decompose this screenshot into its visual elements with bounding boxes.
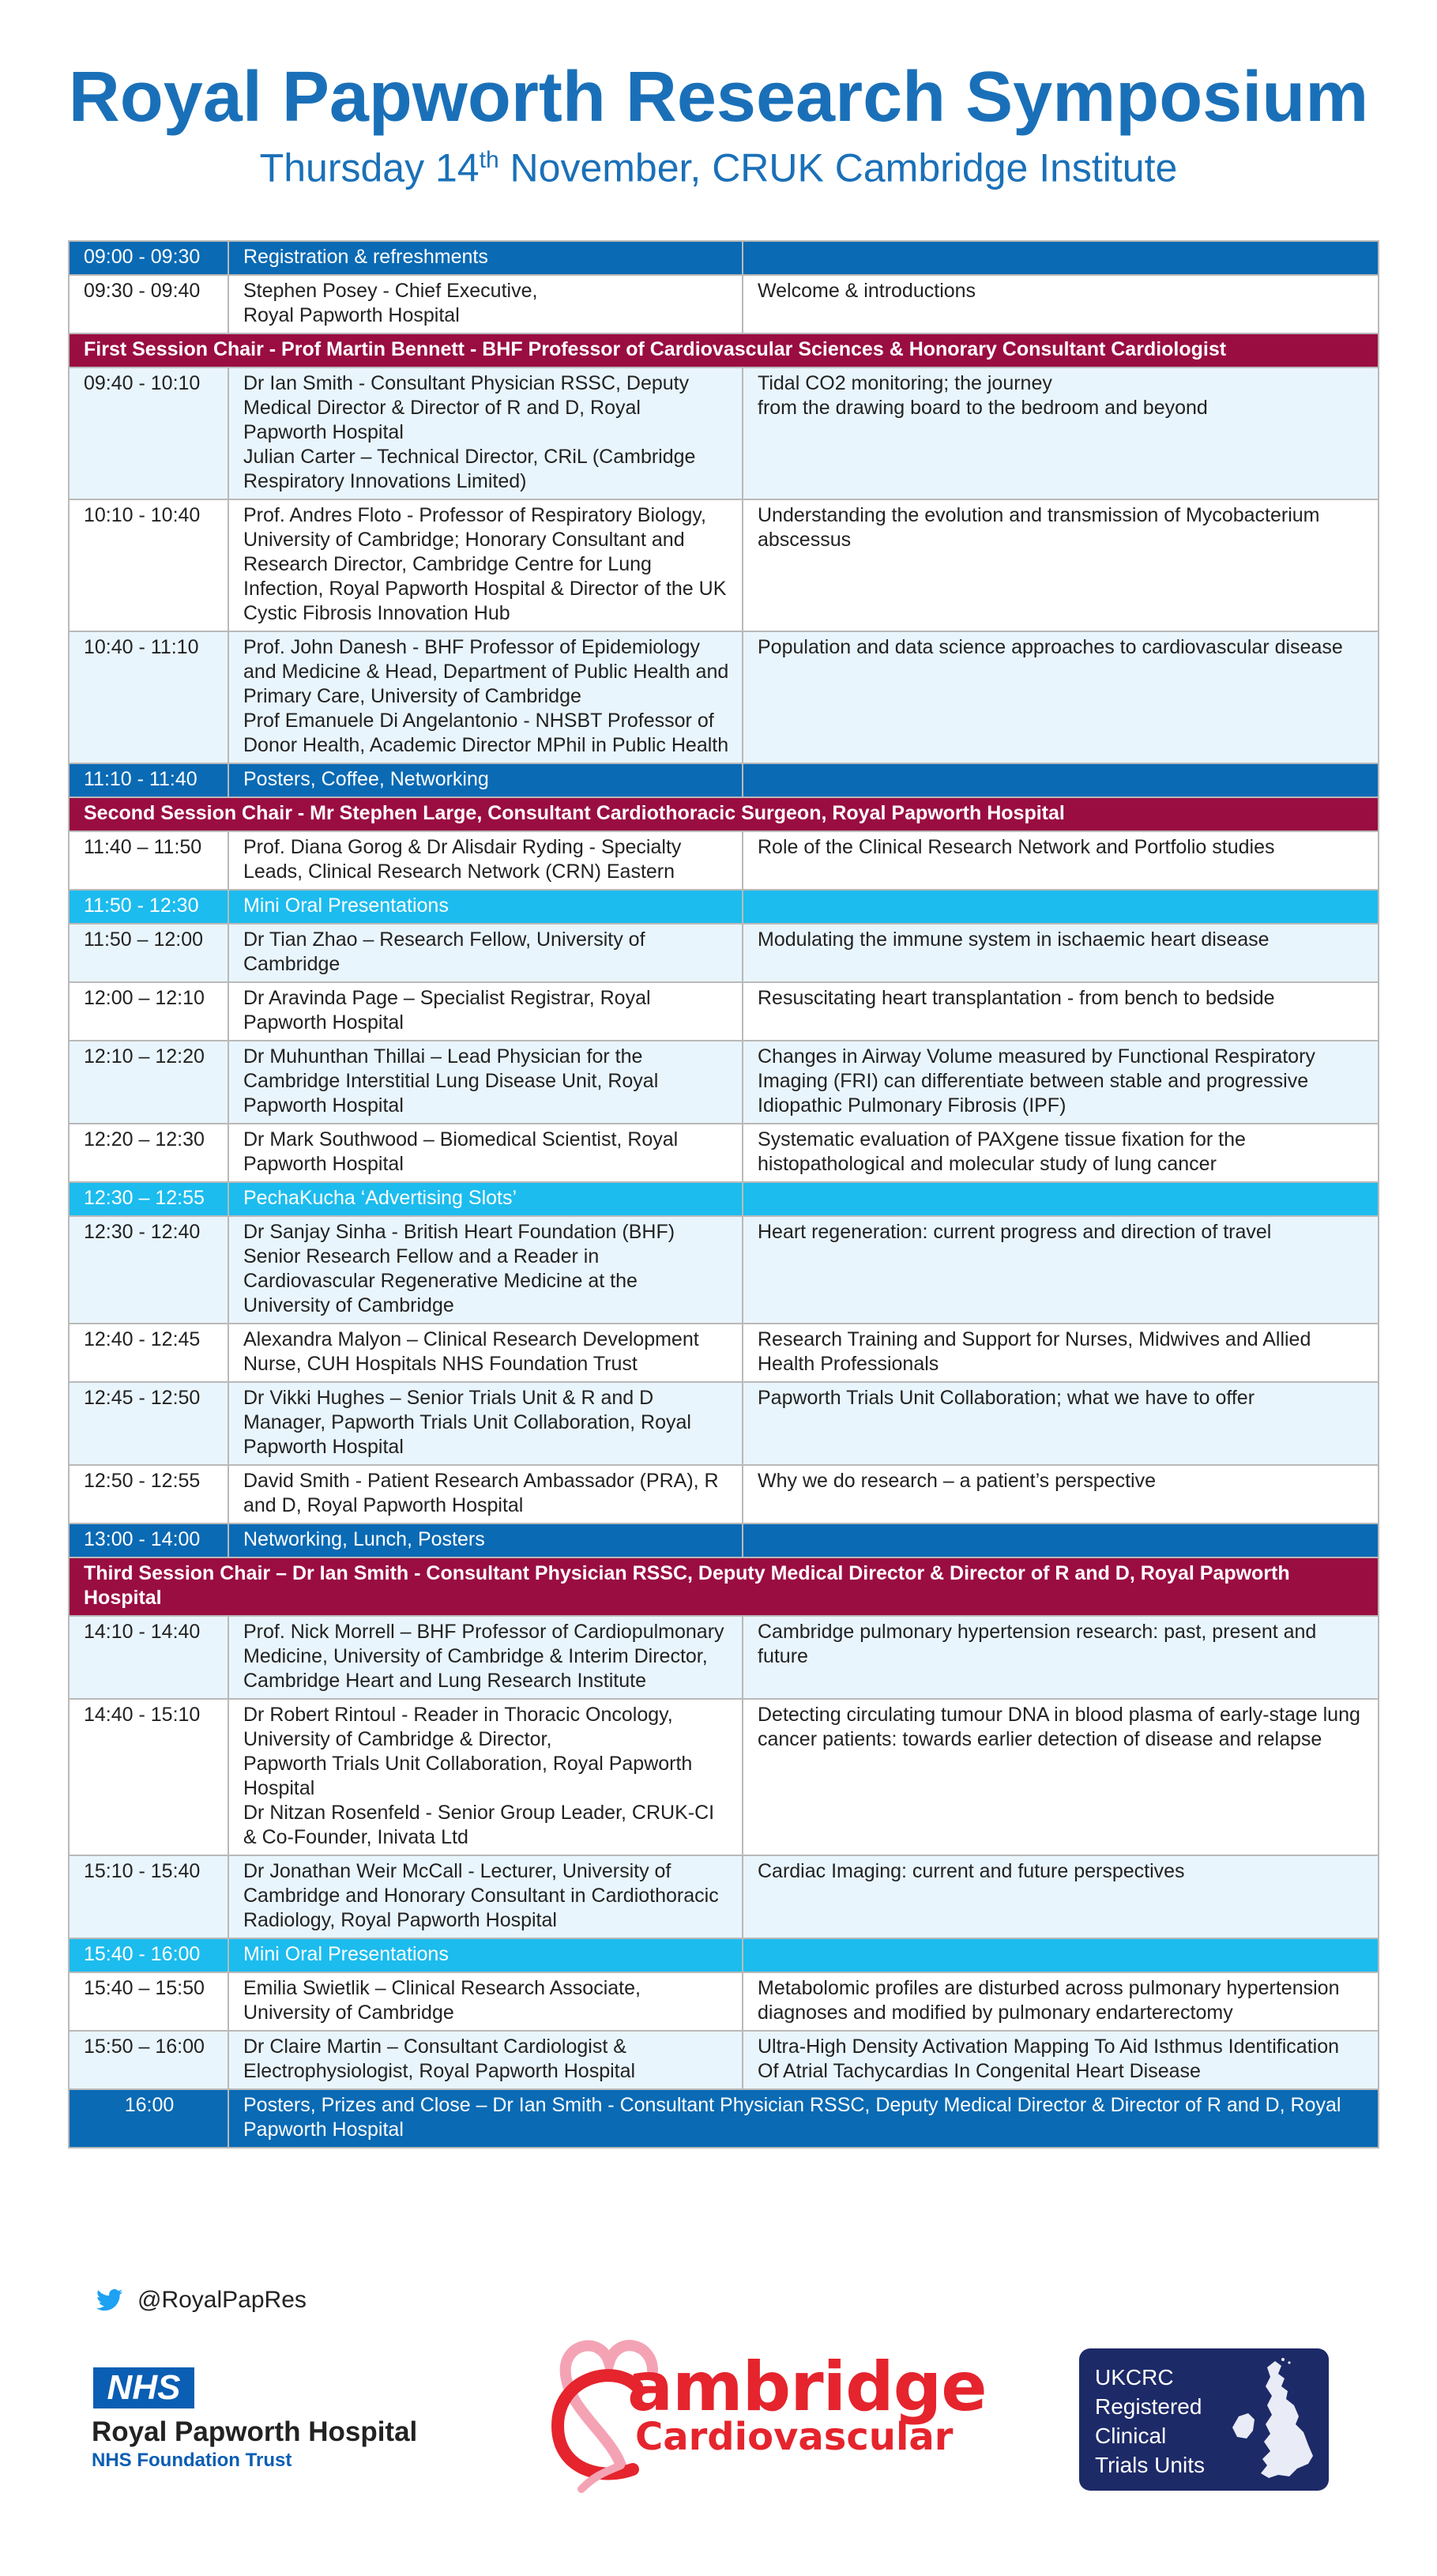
speaker-line: Mini Oral Presentations [243,894,449,917]
schedule-row [69,1972,1379,2031]
topic-cell [743,890,1379,924]
speaker-cell [228,1616,743,1699]
ukcrc-text [1095,2363,1205,2480]
subtitle-ordinal: th [479,147,499,173]
session-chair-text: First Session Chair - Prof Martin Bennett - BHF Professor of Cardiovascular Sciences & Honorary Consultant Cardiologist [69,333,1379,367]
time-cell: 15:40 – 15:50 [69,1972,228,2031]
speaker-cell [228,890,743,924]
schedule-row [69,763,1379,797]
topic-cell [743,367,1379,499]
topic-cell [743,2031,1379,2089]
topic-cell [743,1699,1379,1855]
speaker-line: Dr Sanjay Sinha - British Heart Foundation (BHF) Senior Research Fellow and a Reader in Cardiovascular Regenerative Medicine at the University of Cambridge [243,1221,675,1316]
topic-cell [743,1041,1379,1124]
topic-cell [743,1523,1379,1557]
ukcrc-line: Registered [1095,2394,1202,2419]
twitter-bird-icon [96,2289,123,2311]
topic-cell [743,1972,1379,2031]
speaker-cell [228,499,743,631]
speaker-cell [228,1855,743,1938]
session-chair-row [69,797,1379,831]
twitter-handle-text: @RoyalPapRes [137,2287,307,2313]
speaker-line: Dr Jonathan Weir McCall - Lecturer, University of Cambridge and Honorary Consultant in Cardiothoracic Radiology, Royal Papworth Hospital [243,1860,719,1931]
session-chair-text: Third Session Chair – Dr Ian Smith - Consultant Physician RSSC, Deputy Medical Director & Director of R and D, Royal Papworth Hospital [69,1557,1379,1616]
speaker-cell [228,1324,743,1382]
speaker-line: Dr Vikki Hughes – Senior Trials Unit & R and D Manager, Papworth Trials Unit Collaboration, Royal Papworth Hospital [243,1387,691,1458]
topic-cell [743,1124,1379,1182]
speaker-line: Emilia Swietlik – Clinical Research Associate, University of Cambridge [243,1977,641,2024]
speaker-line: Mini Oral Presentations [243,1943,449,1965]
topic-line: Metabolomic profiles are disturbed across pulmonary hypertension diagnoses and modified by pulmonary endarterectomy [758,1977,1340,2024]
speaker-cell [228,763,743,797]
time-cell: 11:50 – 12:00 [69,924,228,982]
speaker-line: Dr Robert Rintoul - Reader in Thoracic Oncology, University of Cambridge & Director, [243,1704,673,1750]
time-cell: 14:40 - 15:10 [69,1699,228,1855]
time-cell: 13:00 - 14:00 [69,1523,228,1557]
topic-line: Heart regeneration: current progress and direction of travel [758,1221,1272,1243]
schedule-row [69,1124,1379,1182]
speaker-cell [228,1699,743,1855]
schedule-row [69,1382,1379,1465]
speaker-cell [228,1182,743,1216]
topic-line: Ultra-High Density Activation Mapping To Aid Isthmus Identification Of Atrial Tachycardias In Congenital Heart Disease [758,2036,1340,2082]
topic-line: Cardiac Imaging: current and future perspectives [758,1860,1185,1882]
schedule-row [69,924,1379,982]
speaker-line: Julian Carter – Technical Director, CRiL (Cambridge Respiratory Innovations Limited) [243,446,696,492]
schedule-row [69,1938,1379,1972]
nhs-trust-name: NHS Foundation Trust [92,2450,292,2471]
time-cell: 11:50 - 12:30 [69,890,228,924]
speaker-cell [228,1216,743,1324]
speaker-line: Dr Muhunthan Thillai – Lead Physician for the Cambridge Interstitial Lung Disease Unit, Royal Papworth Hospital [243,1045,659,1117]
topic-cell [743,275,1379,333]
schedule-row [69,2089,1379,2148]
page-title: Royal Papworth Research Symposium [68,58,1369,137]
speaker-cell [228,982,743,1041]
speaker-line: Alexandra Malyon – Clinical Research Development Nurse, CUH Hospitals NHS Foundation Trust [243,1328,699,1375]
topic-line: Welcome & introductions [758,280,976,302]
time-cell: 11:40 – 11:50 [69,831,228,890]
schedule-row [69,982,1379,1041]
ukcrc-line: UKCRC [1095,2365,1174,2390]
topic-cell [743,982,1379,1041]
speaker-cell [228,1523,743,1557]
schedule-row [69,1855,1379,1938]
topic-cell [743,1855,1379,1938]
speaker-line: Prof. Andres Floto - Professor of Respiratory Biology, University of Cambridge; Honorary Consultant and Research Director, Cambridge Centre for Lung Infection, Royal Papworth Hospital & Director of the UK Cystic Fibrosis Innovation Hub [243,504,727,624]
time-cell: 12:45 - 12:50 [69,1382,228,1465]
schedule-row [69,890,1379,924]
schedule-table [68,240,1379,2149]
speaker-line: Royal Papworth Hospital [243,304,460,326]
time-cell: 12:30 – 12:55 [69,1182,228,1216]
speaker-cell [228,924,743,982]
topic-cell [743,831,1379,890]
speaker-line: PechaKucha ‘Advertising Slots’ [243,1187,517,1209]
ukcrc-line: Trials Units [1095,2453,1205,2477]
time-cell: 09:00 - 09:30 [69,241,228,275]
speaker-cell [228,241,743,275]
speaker-line: Dr Nitzan Rosenfeld - Senior Group Leader, CRUK-CI & Co-Founder, Inivata Ltd [243,1802,715,1848]
schedule-row [69,1465,1379,1523]
speaker-line: Networking, Lunch, Posters [243,1528,485,1550]
time-cell: 12:10 – 12:20 [69,1041,228,1124]
schedule-row [69,1182,1379,1216]
topic-cell [743,924,1379,982]
speaker-line: Prof. John Danesh - BHF Professor of Epidemiology and Medicine & Head, Department of Public Health and Primary Care, University of Cambridge [243,636,729,707]
schedule-row [69,1216,1379,1324]
topic-line: Modulating the immune system in ischaemic heart disease [758,928,1270,951]
time-cell: 12:20 – 12:30 [69,1124,228,1182]
topic-line: Role of the Clinical Research Network and Portfolio studies [758,836,1275,858]
ukcrc-logo [1079,2348,1329,2491]
topic-line: Resuscitating heart transplantation - from bench to bedside [758,987,1275,1009]
topic-line: Why we do research – a patient’s perspective [758,1470,1156,1492]
time-cell: 12:00 – 12:10 [69,982,228,1041]
session-chair-row [69,1557,1379,1616]
time-cell: 15:40 - 16:00 [69,1938,228,1972]
speaker-line: Dr Mark Southwood – Biomedical Scientist, Royal Papworth Hospital [243,1128,679,1175]
subtitle-venue: November, CRUK Cambridge Institute [498,145,1178,190]
schedule-row [69,831,1379,890]
page-subtitle [0,133,1437,196]
speaker-cell [228,275,743,333]
nhs-hospital-name: Royal Papworth Hospital [92,2416,418,2447]
speaker-line: David Smith - Patient Research Ambassador (PRA), R and D, Royal Papworth Hospital [243,1470,719,1516]
topic-line: Papworth Trials Unit Collaboration; what we have to offer [758,1387,1255,1409]
schedule-row [69,1041,1379,1124]
nhs-badge: NHS [93,2367,194,2408]
topic-line: Population and data science approaches to cardiovascular disease [758,636,1343,658]
topic-cell [743,631,1379,763]
speaker-line: Prof Emanuele Di Angelantonio - NHSBT Professor of Donor Health, Academic Director MPhil in Public Health [243,710,729,756]
time-cell: 11:10 - 11:40 [69,763,228,797]
topic-cell [743,1182,1379,1216]
speaker-line: Registration & refreshments [243,246,488,268]
schedule-row [69,1616,1379,1699]
schedule-row [69,1699,1379,1855]
speaker-line: Prof. Nick Morrell – BHF Professor of Cardiopulmonary Medicine, University of Cambridge & Interim Director, Cambridge Heart and Lung Research Institute [243,1621,724,1692]
topic-line: Tidal CO2 monitoring; the journey [758,372,1052,394]
topic-cell [743,1616,1379,1699]
topic-line: Detecting circulating tumour DNA in blood plasma of early-stage lung cancer patients: towards earlier detection of disease and relapse [758,1704,1360,1750]
schedule-row [69,367,1379,499]
speaker-line: Stephen Posey - Chief Executive, [243,280,538,302]
topic-line: Understanding the evolution and transmission of Mycobacterium abscessus [758,504,1320,551]
topic-cell [743,241,1379,275]
topic-line: Changes in Airway Volume measured by Functional Respiratory Imaging (FRI) can differentiate between stable and progressive Idiopathic Pulmonary Fibrosis (IPF) [758,1045,1315,1117]
speaker-line: Posters, Coffee, Networking [243,768,489,790]
schedule-row [69,1324,1379,1382]
speaker-cell [228,367,743,499]
speaker-cell [228,2031,743,2089]
speaker-cell [228,1972,743,2031]
cardiovascular-word: Cardiovascular [635,2415,954,2459]
schedule-row [69,631,1379,763]
schedule-row [69,499,1379,631]
topic-cell [743,1216,1379,1324]
twitter-handle[interactable] [96,2280,307,2320]
topic-cell [743,763,1379,797]
speaker-line: Prof. Diana Gorog & Dr Alisdair Ryding - Specialty Leads, Clinical Research Network (CRN) Eastern [243,836,682,883]
closing-text: Posters, Prizes and Close – Dr Ian Smith - Consultant Physician RSSC, Deputy Medical Director & Director of R and D, Royal Papworth Hospital [228,2089,1379,2148]
time-cell: 12:30 - 12:40 [69,1216,228,1324]
speaker-line: Dr Ian Smith - Consultant Physician RSSC, Deputy Medical Director & Director of R and D, Royal Papworth Hospital [243,372,690,443]
speaker-cell [228,631,743,763]
speaker-cell [228,1465,743,1523]
subtitle-day: Thursday 14 [259,145,480,190]
topic-cell [743,1324,1379,1382]
schedule-row [69,275,1379,333]
uk-map-icon [1226,2358,1321,2484]
schedule-row [69,2031,1379,2089]
speaker-line: Dr Claire Martin – Consultant Cardiologist & Electrophysiologist, Royal Papworth Hospital [243,2036,636,2082]
topic-line: Research Training and Support for Nurses, Midwives and Allied Health Professionals [758,1328,1311,1375]
topic-line: Cambridge pulmonary hypertension research: past, present and future [758,1621,1317,1667]
cambridge-cardiovascular-logo [534,2331,987,2497]
schedule-row [69,1523,1379,1557]
time-cell: 16:00 [69,2089,228,2148]
topic-cell [743,1465,1379,1523]
time-cell: 14:10 - 14:40 [69,1616,228,1699]
speaker-line: Papworth Trials Unit Collaboration, Royal Papworth Hospital [243,1753,693,1799]
topic-line: Systematic evaluation of PAXgene tissue fixation for the histopathological and molecular study of lung cancer [758,1128,1246,1175]
speaker-cell [228,1041,743,1124]
session-chair-text: Second Session Chair - Mr Stephen Large, Consultant Cardiothoracic Surgeon, Royal Papworth Hospital [69,797,1379,831]
speaker-line: Dr Tian Zhao – Research Fellow, University of Cambridge [243,928,645,975]
nhs-logo [92,2367,431,2486]
topic-cell [743,1382,1379,1465]
topic-cell [743,1938,1379,1972]
time-cell: 10:40 - 11:10 [69,631,228,763]
cambridge-word: ambridge [627,2348,987,2427]
speaker-cell [228,1938,743,1972]
speaker-cell [228,831,743,890]
topic-cell [743,499,1379,631]
time-cell: 09:40 - 10:10 [69,367,228,499]
speaker-cell [228,1382,743,1465]
speaker-cell [228,1124,743,1182]
session-chair-row [69,333,1379,367]
speaker-line: Dr Aravinda Page – Specialist Registrar, Royal Papworth Hospital [243,987,651,1034]
schedule-body [69,241,1379,2148]
time-cell: 15:50 – 16:00 [69,2031,228,2089]
ukcrc-line: Clinical [1095,2423,1167,2448]
schedule-row [69,241,1379,275]
topic-line: from the drawing board to the bedroom and beyond [758,397,1208,419]
time-cell: 15:10 - 15:40 [69,1855,228,1938]
time-cell: 09:30 - 09:40 [69,275,228,333]
time-cell: 12:40 - 12:45 [69,1324,228,1382]
time-cell: 10:10 - 10:40 [69,499,228,631]
time-cell: 12:50 - 12:55 [69,1465,228,1523]
